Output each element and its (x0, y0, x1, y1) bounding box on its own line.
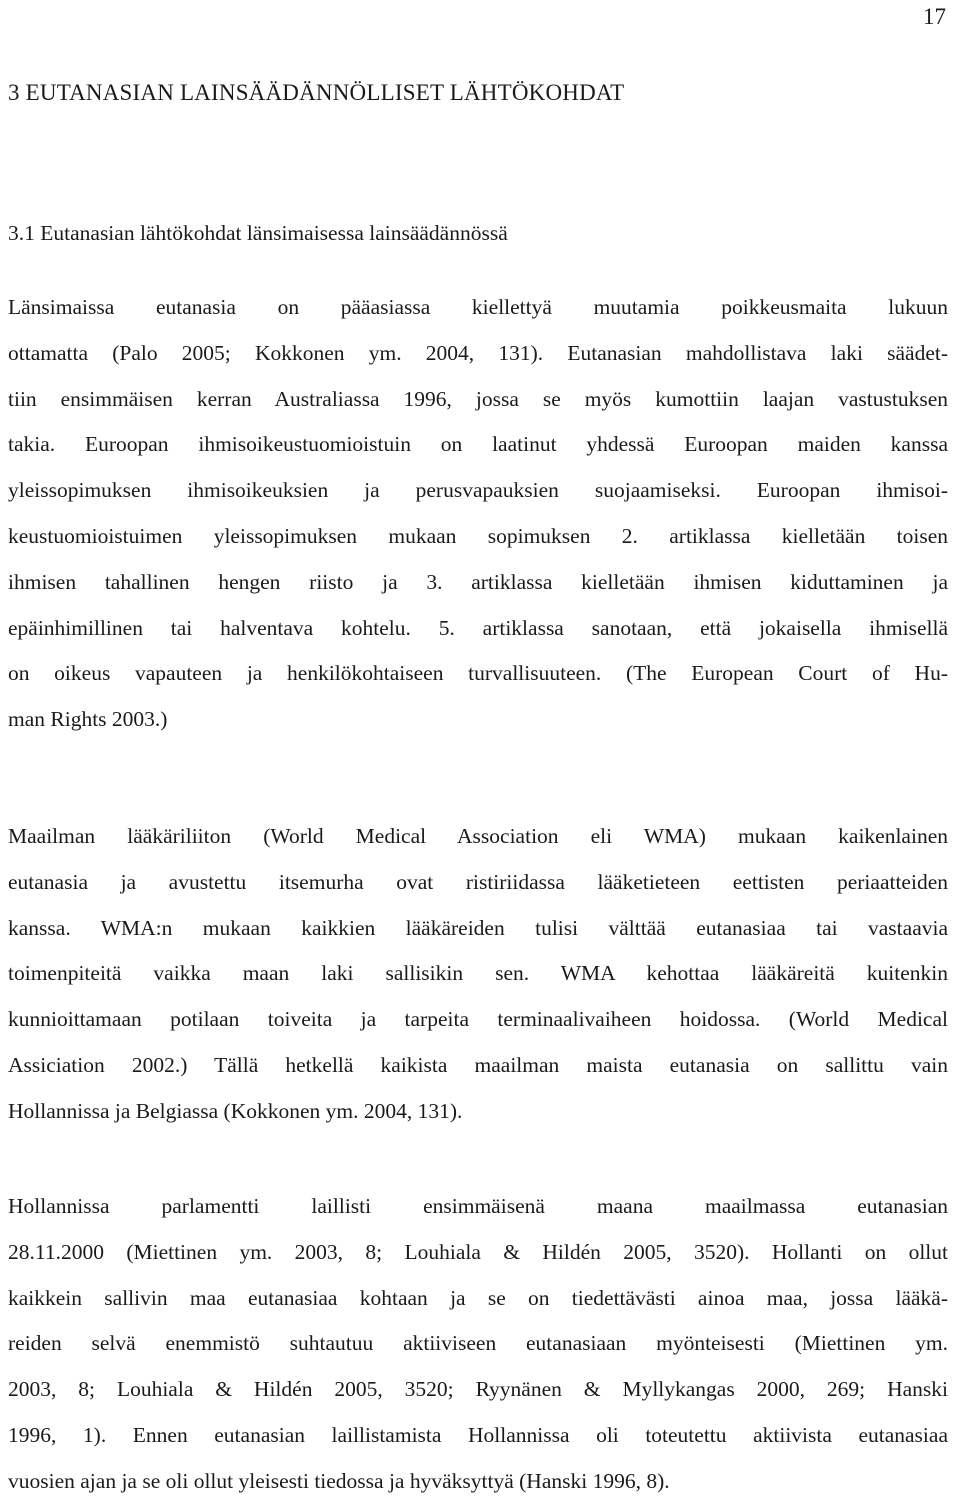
text-line: Maailman lääkäriliiton (World Medical Association eli WMA) mukaan kaikenlainen (8, 824, 948, 848)
text-line: eutanasia ja avustettu itsemurha ovat ristiriidassa lääketieteen eettisten periaatteiden (8, 869, 948, 894)
text-line: 1996, 1). Ennen eutanasian laillistamista Hollannissa oli toteutettu aktiivista eutanasiaa (8, 1422, 948, 1447)
text-line: vuosien ajan ja se oli ollut yleisesti tiedossa ja hyväksyttyä (Hanski 1996, 8). (8, 1468, 670, 1493)
text-line: 2003, 8; Louhiala & Hildén 2005, 3520; Ryynänen & Myllykangas 2000, 269; Hanski (8, 1377, 948, 1402)
text-line: kunnioittamaan potilaan toiveita ja tarpeita terminaalivaiheen hoidossa. (World Medical (8, 1007, 948, 1032)
text-line: toimenpiteitä vaikka maan laki sallisikin sen. WMA kehottaa lääkäreitä kuitenkin (8, 961, 948, 986)
text-line: tiin ensimmäisen kerran Australiassa 1996, jossa se myös kumottiin laajan vastustuksen (8, 386, 948, 411)
text-line: ottamatta (Palo 2005; Kokkonen ym. 2004, 131). Eutanasian mahdollistava laki säädet- (8, 340, 948, 365)
text-line: Länsimaissa eutanasia on pääasiassa kiellettyä muutamia poikkeusmaita lukuun (8, 295, 948, 319)
text-line: ihmisen tahallinen hengen riisto ja 3. artiklassa kielletään ihmisen kiduttaminen ja (8, 569, 948, 594)
text-line: yleissopimuksen ihmisoikeuksien ja perusvapauksien suojaamiseksi. Euroopan ihmisoi- (8, 478, 948, 503)
text-line: Hollannissa ja Belgiassa (Kokkonen ym. 2004, 131). (8, 1098, 463, 1123)
chapter-heading: 3 EUTANASIAN LAINSÄÄDÄNNÖLLISET LÄHTÖKOHDAT (8, 80, 625, 105)
text-line: kanssa. WMA:n mukaan kaikkien lääkäreiden tulisi välttää eutanasiaa tai vastaavia (8, 915, 948, 940)
text-line: man Rights 2003.) (8, 707, 168, 732)
text-line: kaikkein sallivin maa eutanasiaa kohtaan ja se on tiedettävästi ainoa maa, jossa lääkä- (8, 1285, 948, 1310)
text-line: keustuomioistuimen yleissopimuksen mukaan sopimuksen 2. artiklassa kielletään toisen (8, 523, 948, 548)
paragraph-wma (8, 814, 948, 1135)
paragraph-netherlands (8, 1184, 948, 1505)
text-line: on oikeus vapauteen ja henkilökohtaiseen turvallisuuteen. (The European Court of Hu- (8, 661, 948, 686)
page-number: 17 (923, 4, 946, 29)
text-line: Hollannissa parlamentti laillisti ensimmäisenä maana maailmassa eutanasian (8, 1194, 948, 1218)
paragraph-eu-law (8, 285, 948, 743)
text-line: reiden selvä enemmistö suhtautuu aktiiviseen eutanasiaan myönteisesti (Miettinen ym. (8, 1331, 948, 1356)
text-line: Assiciation 2002.) Tällä hetkellä kaikista maailman maista eutanasia on sallittu vain (8, 1052, 948, 1077)
text-line: 28.11.2000 (Miettinen ym. 2003, 8; Louhiala & Hildén 2005, 3520). Hollanti on ollut (8, 1239, 948, 1264)
section-heading: 3.1 Eutanasian lähtökohdat länsimaisessa lainsäädännössä (8, 221, 508, 245)
text-line: epäinhimillinen tai halventava kohtelu. 5. artiklassa sanotaan, että jokaisella ihmisellä (8, 615, 948, 640)
text-line: takia. Euroopan ihmisoikeustuomioistuin on laatinut yhdessä Euroopan maiden kanssa (8, 432, 948, 457)
